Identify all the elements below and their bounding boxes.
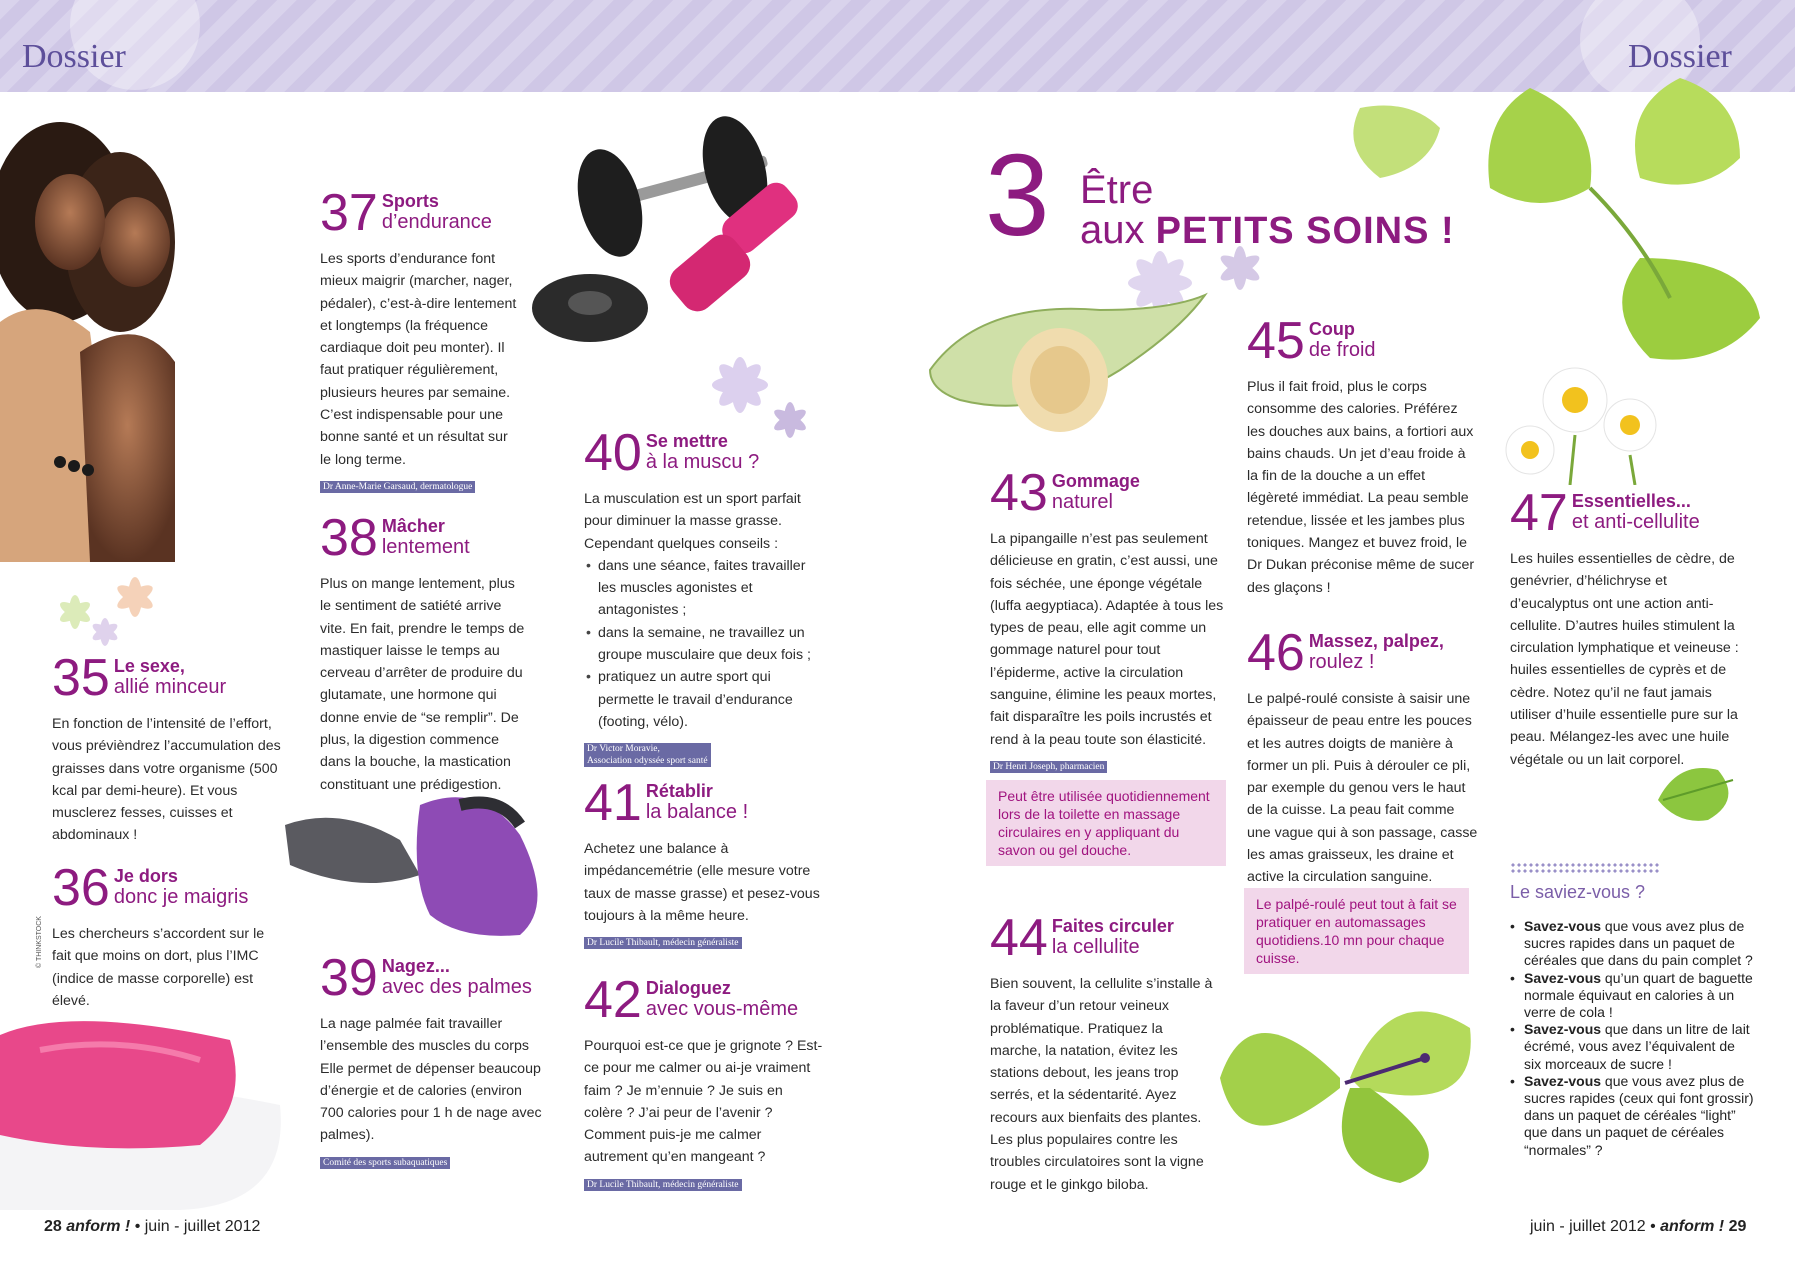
footer-left: [44, 1218, 260, 1236]
credit-line: Association odyssée sport santé: [587, 756, 708, 767]
section-number: 37: [320, 184, 378, 242]
section-body: Le palpé-roulé consiste à saisir une épaisseur de peau entre les pouces et les autres doigts de manière à former un pli. Puis à dérouler ce pli, par exemple du genou vers le haut de la cuisse. La peau fait comme une vague qui à son passage, casse les amas graisseux, les draine et active la circulation sanguine.: [1247, 691, 1478, 886]
section-body: En fonction de l’intensité de l’effort, vous prévièndrez l’accumulation des graisses dans votre organisme (500 kcal par demi-heure). Et vous musclerez fesses, cuisses et abdominaux !: [52, 716, 281, 844]
section-46: [1247, 624, 1479, 889]
page-number-left: 28: [44, 1218, 62, 1235]
section-title-light: la balance !: [645, 801, 749, 823]
flower-decoration-left: [50, 572, 160, 652]
section-title-light: roulez !: [1308, 651, 1375, 673]
saviez-vous-list: [1510, 918, 1755, 1159]
saviez-vous-title: Le saviez-vous ?: [1510, 882, 1646, 902]
expert-credit: Dr Lucile Thibault, médecin généraliste: [584, 937, 742, 949]
dumbbells-photo: [520, 108, 840, 348]
section-number: 42: [584, 971, 642, 1029]
chamomile-photo: [1495, 355, 1675, 485]
section-number: 40: [584, 424, 642, 482]
dossier-label-left: Dossier: [22, 38, 126, 75]
section-41: [584, 774, 824, 950]
list-item: [1510, 1073, 1755, 1159]
headline-number: 3: [985, 130, 1050, 260]
section-title-light: allié minceur: [113, 676, 227, 698]
section-number: 39: [320, 949, 378, 1007]
advice-list: [584, 555, 824, 733]
section-title-light: naturel: [1051, 491, 1113, 513]
photo-credit: © THINKSTOCK: [36, 916, 43, 968]
section-40: [584, 424, 824, 768]
section-title-bold: Le sexe,: [113, 656, 185, 676]
swim-fins-photo: [280, 785, 570, 940]
dossier-label-right: Dossier: [1628, 38, 1732, 75]
section-number: 43: [990, 464, 1048, 522]
loofah-photo: [920, 290, 1210, 440]
item-text: qu’un quart de baguette normale équivaut en calories à un verre de cola !: [1524, 969, 1753, 1021]
item-text: que vous avez plus de sucres rapides dans un paquet de céréales que dans du pain complet ?: [1524, 918, 1753, 969]
credit-line: Dr Victor Moravie,: [587, 744, 660, 755]
section-number: 38: [320, 509, 378, 567]
section-title-light: avec vous-même: [645, 998, 799, 1020]
section-title-light: de froid: [1308, 339, 1376, 361]
expert-credit: Dr Anne-Marie Garsaud, dermatologue: [320, 481, 475, 493]
item-lead: Savez-vous: [1524, 969, 1602, 986]
list-item: • dans une séance, faites travailler les muscles agonistes et antagonistes ;: [584, 555, 824, 622]
section-title-bold: Mâcher: [381, 516, 445, 536]
issue-date-left: • juin - juillet 2012: [130, 1218, 261, 1235]
section-title-light: à la muscu ?: [645, 451, 760, 473]
tip-box-43: Peut être utilisée quotidiennement lors de la toilette en massage circulaires en y appliquant du savon ou gel douche.: [986, 780, 1226, 866]
section-37: [320, 184, 520, 494]
footer-right: [1530, 1218, 1746, 1236]
section-body: Pourquoi est-ce que je grignote ? Est-ce pour me calmer ou ai-je vraiment faim ? Je m’ennuie ? Je suis en colère ? J’ai peur de l’avenir ? Comment puis-je me calmer autrement qu’en mangeant ?: [584, 1038, 823, 1166]
section-title-light: lentement: [381, 536, 470, 558]
issue-date-right: juin - juillet 2012 •: [1530, 1218, 1661, 1235]
magazine-brand-left: anform !: [66, 1218, 131, 1235]
section-body: Bien souvent, la cellulite s’installe à la faveur d’un retour veineux problématique. Pratiquez la marche, la natation, évitez les stations debout, les jeans trop serrés, et la sédentarité. Ayez recours aux bienfaits des plantes. Les plus populaires contre les troubles circulatoires sont la vigne rouge et le ginkgo biloba.: [990, 976, 1213, 1193]
section-number: 45: [1247, 312, 1305, 370]
section-title-bold: Essentielles...: [1571, 491, 1691, 511]
section-body: Plus on mange lentement, plus le sentiment de satiété arrive vite. En fait, prendre le temps de mastiquer laisse le temps au cerveau d’arrêter de produire du glutamate, une hormone qui donne envie de “se remplir”. De plus, la digestion commence dans la bouche, la mastication constituant une prédigestion.: [320, 576, 525, 793]
section-44: [990, 909, 1215, 1196]
section-title-bold: Sports: [381, 191, 439, 211]
section-title-light: donc je maigris: [113, 886, 249, 908]
section-body: Plus il fait froid, plus le corps consomme des calories. Préférez les douches aux bains, a fortiori aux bains chauds. Un jet d’eau froide à la fin de la douche a un effet légèreté immédiat. La peau semble retendue, lissée et les jambes plus toniques. Mangez et buvez froid, le Dr Dukan préconise même de sucer des glaçons !: [1247, 379, 1475, 596]
section-title-light: d’endurance: [381, 211, 492, 233]
section-number: 46: [1247, 624, 1305, 682]
item-lead: Savez-vous: [1524, 1072, 1602, 1089]
section-number: 36: [52, 859, 110, 917]
expert-credit: Dr Lucile Thibault, médecin généraliste: [584, 1179, 742, 1191]
item-lead: Savez-vous: [1524, 918, 1602, 934]
item-text: que vous avez plus de sucres rapides (ceux qui font grossir) dans un paquet de céréales “light” que dans un paquet de céréales “normales” ?: [1524, 1072, 1754, 1158]
section-title-bold: Nagez...: [381, 956, 450, 976]
ginkgo-leaves-bottom: [1210, 968, 1485, 1188]
magazine-brand-right: anform !: [1660, 1218, 1725, 1235]
section-35: [52, 649, 282, 847]
expert-credit: [584, 743, 711, 767]
item-lead: Savez-vous: [1524, 1021, 1602, 1038]
section-number: 35: [52, 649, 110, 707]
section-title-bold: Rétablir: [645, 781, 713, 801]
section-43: [990, 464, 1230, 774]
list-item: [1510, 918, 1755, 970]
list-item: • pratiquez un autre sport qui permette le travail d’endurance (footing, vélo).: [584, 666, 824, 733]
page-number-right: 29: [1724, 1218, 1747, 1235]
section-title-bold: Se mettre: [645, 431, 728, 451]
section-title-light: la cellulite: [1051, 936, 1140, 958]
couple-photo: [0, 92, 175, 562]
section-title-bold: Faites circuler: [1051, 916, 1174, 936]
section-body: Les huiles essentielles de cèdre, de genévrier, d’hélichryse et d’eucalyptus ont une action anti-cellulite. D’autres huiles stimulent la circulation lymphatique et veineuse : huiles essentielles de cyprès et de cèdre. Notez qu’il ne faut jamais utiliser d’huile essentielle pure sur la peau. Mélangez-les avec une huile végétale ou un lait corporel.: [1510, 551, 1739, 768]
section-47: [1510, 484, 1745, 771]
section-36: [52, 859, 282, 1012]
section-title-bold: Gommage: [1051, 471, 1140, 491]
section-number: 41: [584, 774, 642, 832]
section-39: [320, 949, 545, 1170]
pillow-photo: [0, 1005, 285, 1210]
section-title-bold: Je dors: [113, 866, 178, 886]
section-title-bold: Coup: [1308, 319, 1355, 339]
list-item: [1510, 1021, 1755, 1073]
section-title-light: et anti-cellulite: [1571, 511, 1700, 533]
section-title-bold: Dialoguez: [645, 978, 731, 998]
section-number: 44: [990, 909, 1048, 967]
section-body: Achetez une balance à impédancemétrie (elle mesure votre taux de masse grasse) et pesez-vous toujours à la même heure.: [584, 841, 820, 924]
saviez-dots-decoration: [1510, 862, 1660, 874]
section-body: Les sports d’endurance font mieux maigrir (marcher, nager, pédaler), c’est-à-dire lentement et longtemps (la fréquence cardiaque doit peu monter). Il faut pratiquer régulièrement, plusieurs heures par semaine. C’est indispensable pour une bonne santé et un résultat sur le long terme.: [320, 251, 517, 468]
tip-box-46: Le palpé-roulé peut tout à fait se pratiquer en automassages quotidiens.10 mn pour chaque cuisse.: [1244, 888, 1469, 974]
section-body: Les chercheurs s’accordent sur le fait que moins on dort, plus l’IMC (indice de masse corporelle) est élevé.: [52, 926, 265, 1009]
section-42: [584, 971, 824, 1192]
list-item: • dans la semaine, ne travaillez un groupe musculaire que deux fois ;: [584, 622, 824, 667]
section-body: La nage palmée fait travailler l’ensemble des muscles du corps Elle permet de dépenser beaucoup d’énergie et de calories (environ 700 calories pour 1 h de nage avec palmes).: [320, 1016, 542, 1144]
section-38: [320, 509, 525, 796]
headline-line2-caps: PETITS SOINS !: [1155, 210, 1455, 252]
expert-credit: Dr Henri Joseph, pharmacien: [990, 761, 1107, 773]
headline-title: [1080, 170, 1455, 251]
headline-line1: Être: [1080, 168, 1154, 212]
section-title-light: avec des palmes: [381, 976, 532, 998]
item-text: que dans un litre de lait écrémé, vous avez l’équivalent de six morceaux de sucre !: [1524, 1021, 1750, 1072]
list-item: [1510, 970, 1755, 1022]
expert-credit: Comité des sports subaquatiques: [320, 1157, 450, 1169]
section-title-bold: Massez, palpez,: [1308, 631, 1444, 651]
headline-line2-prefix: aux: [1080, 208, 1156, 252]
section-body: La musculation est un sport parfait pour diminuer la masse grasse. Cependant quelques conseils :: [584, 491, 801, 552]
section-number: 47: [1510, 484, 1568, 542]
section-body: La pipangaille n’est pas seulement délicieuse en gratin, c’est aussi, une fois séchée, une éponge végétale (luffa aegyptiaca). Adaptée à tous les types de peau, elle agit comme un gommage naturel pour tout l’épiderme, active la circulation sanguine, élimine les peaux mortes, fait disparaître les poils incrustés et rend à la peau toute son élasticité.: [990, 531, 1224, 748]
section-45: [1247, 312, 1477, 599]
